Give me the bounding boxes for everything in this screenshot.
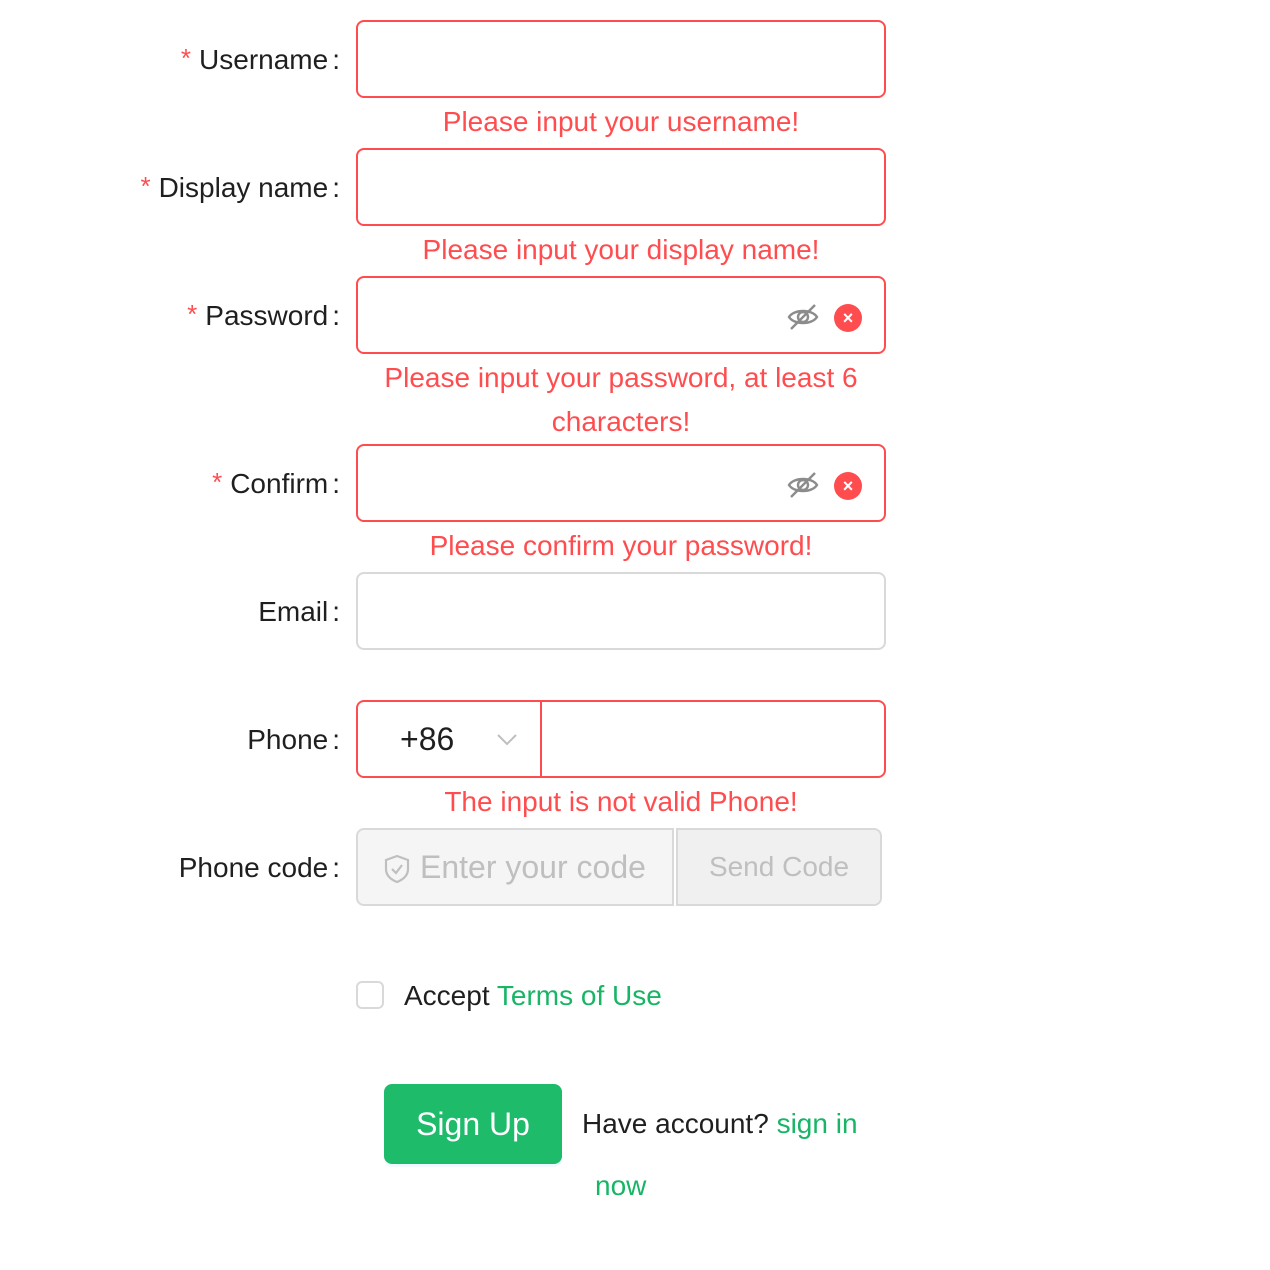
username-error: Please input your username!	[442, 106, 800, 137]
country-code-value: +86	[400, 721, 455, 757]
password-label: * Password :	[187, 298, 340, 331]
sign-up-button[interactable]: Sign Up	[384, 1084, 562, 1164]
display-name-label: * Display name :	[140, 170, 340, 203]
phone-error: The input is not valid Phone!	[444, 786, 798, 817]
sign-in-link[interactable]: sign in	[776, 1108, 858, 1139]
accept-label: Accept	[404, 980, 490, 1011]
phone-group	[356, 700, 886, 778]
password-row	[0, 276, 1270, 356]
confirm-row	[0, 444, 1270, 524]
have-account-label: Have account?	[582, 1108, 769, 1139]
phone-label: Phone :	[247, 724, 340, 755]
username-label: * Username :	[180, 42, 340, 75]
safety-shield-icon	[384, 854, 410, 884]
chevron-down-icon	[496, 728, 518, 750]
confirm-error: Please confirm your password!	[429, 530, 813, 561]
phone-code-input[interactable]	[356, 828, 674, 906]
email-input[interactable]	[356, 572, 886, 650]
password-error	[356, 356, 886, 444]
send-code-button[interactable]: Send Code	[676, 828, 882, 906]
display-name-row	[0, 148, 1270, 228]
eye-invisible-icon[interactable]	[786, 468, 820, 502]
email-row	[0, 572, 1270, 652]
confirm-input[interactable]	[356, 444, 886, 522]
sign-in-link-continued[interactable]: now	[595, 1170, 647, 1201]
phone-code-row	[0, 828, 1270, 908]
username-row	[0, 20, 1270, 100]
phone-row	[0, 700, 1270, 780]
eye-invisible-icon[interactable]	[786, 300, 820, 334]
terms-link[interactable]: Terms of Use	[496, 980, 662, 1011]
phone-code-label: Phone code :	[178, 852, 340, 883]
phone-code-placeholder: Enter your code	[420, 849, 646, 885]
terms-checkbox[interactable]	[356, 981, 384, 1009]
phone-input[interactable]	[542, 702, 884, 776]
have-account-text	[582, 1104, 858, 1144]
clear-icon[interactable]: ×	[834, 472, 862, 500]
email-label: Email :	[258, 596, 340, 627]
display-name-input[interactable]	[356, 148, 886, 226]
terms-text	[404, 976, 662, 1016]
display-name-error: Please input your display name!	[422, 234, 820, 265]
username-input[interactable]	[356, 20, 886, 98]
password-error-line1: Please input your password, at least 6	[384, 362, 858, 393]
password-input[interactable]	[356, 276, 886, 354]
confirm-label: * Confirm :	[212, 466, 340, 499]
password-error-line2: characters!	[551, 406, 691, 437]
clear-icon[interactable]: ×	[834, 304, 862, 332]
country-code-select[interactable]	[358, 702, 542, 776]
